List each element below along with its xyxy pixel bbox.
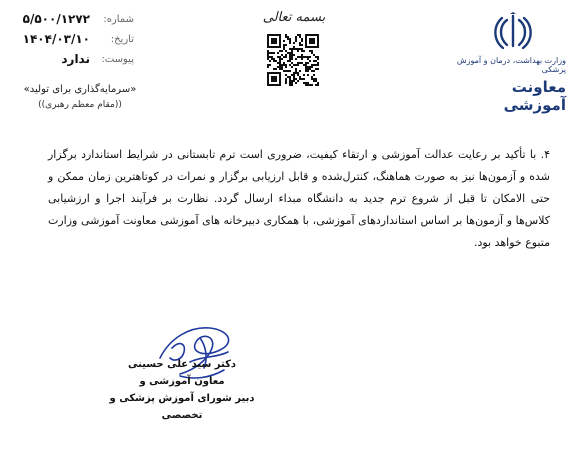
department-name: معاونت آموزشی [503,78,566,114]
letter-attachment-value: ندارد [61,52,90,66]
letter-number-row [14,12,134,32]
letter-attachment-label: پیوست: [101,54,134,65]
signer-block [102,356,262,424]
letter-date-row [14,32,134,52]
slogan-text: «سرمایه‌گذاری برای تولید» [23,84,137,95]
letter-attachment-row [14,52,134,72]
letter-body: ۴. با تأکید بر رعایت عدالت آموزشی و ارتقاء کیفیت، ضروری است ترم تابستانی در شرایط استاندارد برگزار شده و آزمون‌ها نیز به صورت هماهنگ، کنترل‌شده و قابل ارزیابی برگزار و نمرات در کوتاهترین زمان ممکن و حتی الامکان تا قبل از شروع ترم جدید به دانشگاه مبداء ارسال گردد. نظارت بر فرآیند اجرا و ارزشیابی کلاس‌ها و آزمون‌ها بر اساس استانداردهای آموزشی، با همکاری دبیرخانه های آموزشی معاونت آموزشی وزارت متبوع خواهد بود. [48,148,550,249]
letter-date-label: تاریخ: [110,34,134,45]
ministry-name: وزارت بهداشت، درمان و آموزش پزشکی [456,56,566,74]
signer-title-1: معاون آموزشی و [139,376,225,387]
slogan-attribution: ((مقام معظم رهبری)) [38,100,122,110]
letter-number-value: ۵/۵۰۰/۱۲۷۲ [22,12,90,26]
basmala: بسمه تعالی [262,10,326,25]
qr-code [267,34,319,86]
letter-number-label: شماره: [103,14,134,25]
slogan [10,84,150,110]
letter-date-value: ۱۴۰۴/۰۳/۱۰ [22,32,90,46]
iran-emblem-icon [493,12,533,52]
letter-meta [14,12,134,72]
signer-name: دکتر سید علی حسینی [127,359,237,370]
signer-title-2: دبیر شورای آموزش پزشکی و تخصصی [109,393,255,421]
